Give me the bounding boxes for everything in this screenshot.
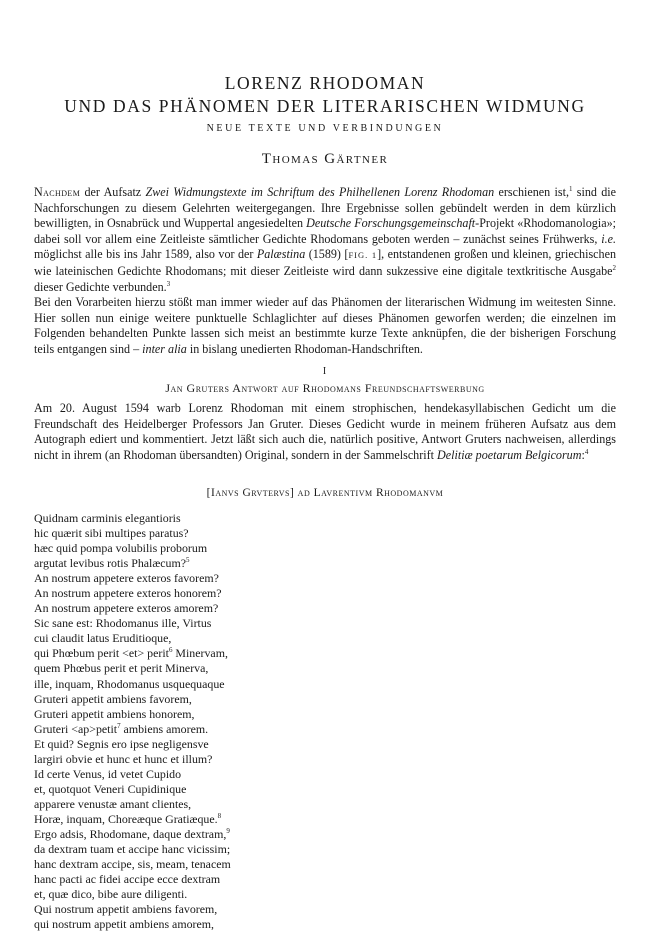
text-run: möglichst alle bis ins Jahr 1589, also vor der <box>34 247 257 262</box>
poem-line <box>34 737 434 752</box>
poem-line <box>34 692 434 707</box>
italic-term: i.e. <box>601 231 616 246</box>
intro-paragraph-2 <box>34 295 616 357</box>
italic-term: Deutsche Forschungsgemeinschaft <box>306 216 476 231</box>
poem-line <box>34 616 434 631</box>
poem-line-text: Minervam, <box>172 646 228 661</box>
footnote-marker[interactable]: 6 <box>168 646 173 655</box>
text-run: ], entstandenen großen und kleinen, griechischen wie lateinischen Gedichte Rhodomans; mit dieser Zeitleiste wird dann sukzessive eine digitale textkritische Ausgabe <box>34 247 616 278</box>
text-run: Bei den Vorarbeiten hierzu stößt man immer wieder auf das Phänomen der literarischen Widmung im weitesten Sinne. Hier sollen nun einige weitere punktuelle Schlaglichter auf dieses Phänomen geworfen werden; die einzelnen im Folgenden behandelten Punkte lassen sich meist an bestimmte kurze Texte anknüpfen, die der bisherigen Forschung teils entgangen sind – <box>34 295 616 356</box>
poem-line-text: ambiens amorem. <box>120 721 209 736</box>
text-run: erschienen ist, <box>494 185 569 199</box>
poem-line-text: argutat levibus rotis Phalæcum? <box>34 556 187 571</box>
text-run: der Aufsatz <box>80 185 146 199</box>
poem-line <box>34 707 434 722</box>
poem-line-text: Et quid? Segnis ero ipse negligensve <box>34 736 209 751</box>
text-run: sind die Nachforschungen zu diesem Gelehrten weitergegangen. Ihre Ergebnisse sollen gebündelt werden in dem kürzlich bewilligten, in Osnabrück und Wuppertal angesiedelten <box>34 185 616 231</box>
poem-line <box>34 827 434 842</box>
poem-line <box>34 902 434 917</box>
title-line-2: UND DAS PHÄNOMEN DER LITERARISCHEN WIDMUNG <box>64 96 586 116</box>
footnote-marker[interactable]: 5 <box>186 556 190 565</box>
footnote-marker[interactable]: 4 <box>584 447 589 456</box>
poem-line-text: apparere venustæ amant clientes, <box>34 796 192 811</box>
text-run: in bislang unedierten Rhodoman-Handschriften. <box>186 341 423 356</box>
poem-line-text: Ergo adsis, Rhodomane, daque dextram, <box>34 826 227 841</box>
poem-line <box>34 661 434 676</box>
section-paragraph <box>34 401 616 463</box>
poem-line-text: cui claudit latus Eruditioque, <box>34 631 172 646</box>
author-name: Thomas Gärtner <box>261 151 389 167</box>
poem-line-text: qui Phœbum perit <et> perit <box>34 646 169 661</box>
poem-line-text: hanc dextram accipe, sis, meam, tenacem <box>34 857 231 872</box>
poem-line <box>34 887 434 902</box>
article-title <box>34 72 616 118</box>
poem-line-text: An nostrum appetere exteros amorem? <box>34 601 219 616</box>
poem-line <box>34 782 434 797</box>
poem-line-text: Gruteri appetit ambiens favorem, <box>34 691 192 706</box>
footnote-marker[interactable]: 7 <box>117 721 121 730</box>
poem-line <box>34 917 434 932</box>
italic-title: Palæstina <box>256 247 306 262</box>
poem-line <box>34 556 434 571</box>
poem-line-text: Id certe Venus, id vetet Cupido <box>34 766 182 781</box>
poem-line <box>34 601 434 616</box>
poem-line-text: ille, inquam, Rhodomanus usquequaque <box>34 676 225 691</box>
poem-line-text: et, quæ dico, bibe aure diligenti. <box>34 887 188 902</box>
text-run: dieser Gedichte verbunden. <box>34 279 167 294</box>
italic-title: Zwei Widmungstexte im Schriftum des Philhellenen Lorenz Rhodoman <box>145 185 495 199</box>
poem-line-text: da dextram tuam et accipe hanc vicissim; <box>34 842 231 857</box>
footnote-marker[interactable]: 3 <box>166 279 171 288</box>
footnote-marker[interactable]: 2 <box>612 263 616 272</box>
text-run: (1589) [ <box>305 247 349 262</box>
poem-line <box>34 842 434 857</box>
poem-line <box>34 722 434 737</box>
section-title: Jan Gruters Antwort auf Rhodomans Freundschaftswerbung <box>165 381 485 395</box>
poem-line-text: hæc quid pompa volubilis proborum <box>34 541 208 556</box>
section-number: I <box>322 366 328 377</box>
poem-line <box>34 586 434 601</box>
poem-line <box>34 541 434 556</box>
poem-heading: [Ianvs Grvtervs] ad Lavrentivm Rhodomanvm <box>206 487 444 499</box>
footnote-marker[interactable]: 8 <box>217 811 222 820</box>
poem-line-text: et, quotquot Veneri Cupidinique <box>34 781 187 796</box>
poem-line-text: Quidnam carminis elegantioris <box>34 511 181 525</box>
poem-line <box>34 857 434 872</box>
lead-word: Nachdem <box>34 185 81 199</box>
intro-paragraph-1 <box>34 185 616 295</box>
poem <box>34 511 434 932</box>
poem-line-text: An nostrum appetere exteros favorem? <box>34 571 219 586</box>
poem-line-text: Sic sane est: Rhodomanus ille, Virtus <box>34 616 212 631</box>
poem-line <box>34 631 434 646</box>
poem-line-text: An nostrum appetere exteros honorem? <box>34 586 222 601</box>
title-line-1: LORENZ RHODOMAN <box>224 73 426 93</box>
poem-line <box>34 526 434 541</box>
text-run: : <box>581 447 585 462</box>
footnote-marker[interactable]: 9 <box>226 827 230 836</box>
poem-line <box>34 511 434 526</box>
poem-line <box>34 571 434 586</box>
poem-line <box>34 767 434 782</box>
text-run: Am 20. August 1594 warb Lorenz Rhodoman mit einem strophischen, hendekasyllabischen Gedicht um die Freundschaft des Heidelberger Professors Jan Gruter. Dieses Gedicht wurde in meinem früheren Aufsatz aus dem Autograph ediert und kommentiert. Jetzt läßt sich auch die, natürlich positive, Antwort Gruters nachweisen, allerdings nicht in ihrem (an Rhodoman übersandten) Original, sondern in der Sammelschrift <box>34 401 616 462</box>
poem-line <box>34 677 434 692</box>
poem-line-text: qui nostrum appetit ambiens amorem, <box>34 917 214 932</box>
poem-line-text: quem Phœbus perit et perit Minerva, <box>34 661 209 676</box>
poem-line-text: Qui nostrum appetit ambiens favorem, <box>34 902 218 917</box>
figure-reference[interactable]: FIG. 1 <box>348 250 378 261</box>
italic-term: inter alia <box>142 341 187 356</box>
poem-line <box>34 752 434 767</box>
poem-line <box>34 872 434 887</box>
poem-line-text: hic quærit sibi multipes paratus? <box>34 526 189 541</box>
article-subtitle: NEUE TEXTE UND VERBINDUNGEN <box>206 123 444 134</box>
poem-line-text: Gruteri <ap>petit <box>34 721 118 736</box>
poem-line-text: Horæ, inquam, Choreæque Gratiæque. <box>34 811 218 826</box>
poem-line-text: largiri obvie et hunc et hunc et illum? <box>34 751 213 766</box>
poem-line <box>34 646 434 661</box>
poem-line <box>34 812 434 827</box>
poem-line <box>34 797 434 812</box>
text-run: -Projekt «Rhodomanologia»; dabei soll vor allem eine Zeitleiste sämtlicher Gedichte Rhodomans geboten werden – zunächst seines Frühwerks, <box>34 216 616 246</box>
italic-title: Delitiæ poetarum Belgicorum <box>437 447 582 462</box>
poem-line-text: hanc pacti ac fidei accipe ecce dextram <box>34 872 221 887</box>
footnote-marker[interactable]: 1 <box>568 184 573 193</box>
poem-line-text: Gruteri appetit ambiens honorem, <box>34 706 195 721</box>
